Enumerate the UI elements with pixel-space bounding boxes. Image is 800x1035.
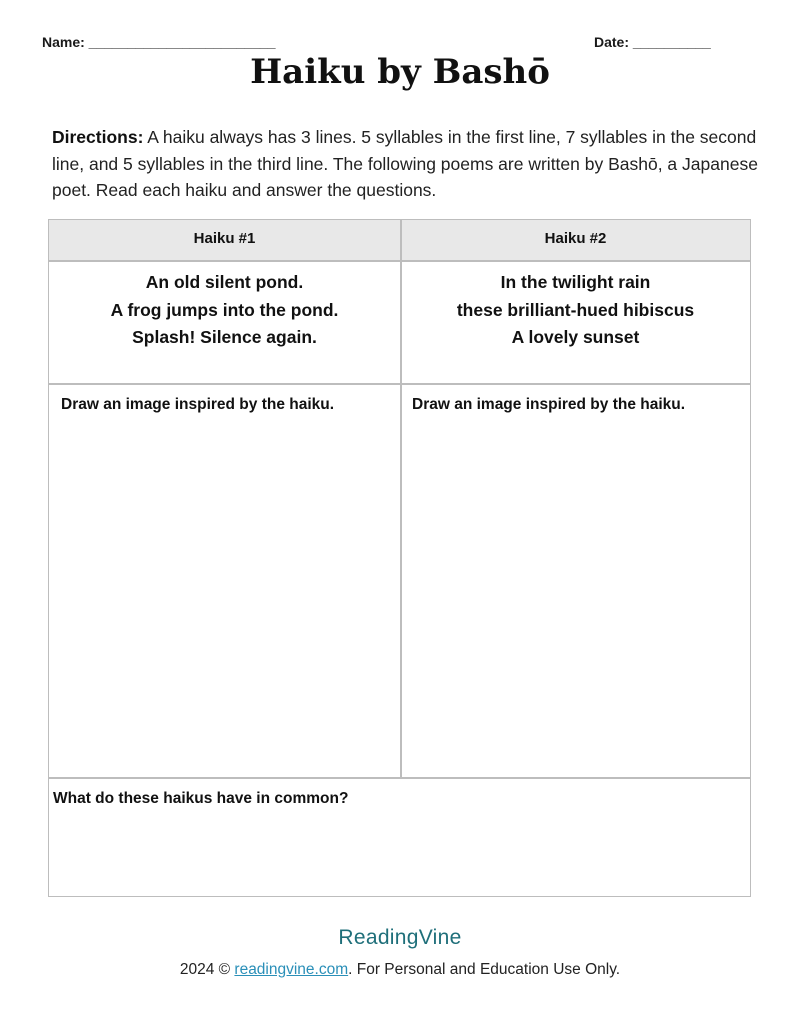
haiku-1-heading: Haiku #1 (193, 230, 256, 247)
directions-paragraph (52, 124, 764, 204)
poem-line: An old silent pond. (145, 272, 304, 292)
poem-line: In the twilight rain (500, 272, 651, 292)
row-divider (49, 383, 750, 385)
poem-line: A frog jumps into the pond. (110, 299, 339, 320)
poem-line: Splash! Silence again. (132, 327, 317, 347)
readingvine-logo: ReadingVine (338, 926, 462, 949)
common-question: What do these haikus have in common? (53, 790, 349, 807)
haiku-2-poem (400, 269, 751, 352)
haiku-1-draw-prompt: Draw an image inspired by the haiku. (61, 396, 335, 413)
poem-line: A lovely sunset (511, 327, 640, 347)
haiku-2-draw-prompt: Draw an image inspired by the haiku. (412, 396, 686, 413)
row-divider (49, 777, 750, 779)
haiku-1-poem (49, 269, 400, 352)
date-field-label: Date: __________ (594, 34, 711, 50)
footer-suffix: . For Personal and Education Use Only. (348, 961, 621, 978)
haiku-table (48, 219, 751, 897)
haiku-2-heading: Haiku #2 (544, 230, 607, 247)
footer-prefix: 2024 © (179, 961, 235, 978)
readingvine-link[interactable]: readingvine.com (234, 961, 349, 978)
footer-text (0, 961, 800, 979)
directions-text: A haiku always has 3 lines. 5 syllables in the first line, 7 syllables in the second line, and 5 syllables in the third line. The following poems are written by Bashō, a Japanese poet. Read each haiku and answer the questions. (52, 127, 758, 200)
row-divider (49, 260, 750, 262)
directions-label: Directions: (52, 127, 144, 147)
page-title: Haiku by Bashō (250, 52, 550, 92)
poem-line: these brilliant-hued hibiscus (456, 299, 695, 320)
name-field-label: Name: ________________________ (42, 34, 276, 50)
